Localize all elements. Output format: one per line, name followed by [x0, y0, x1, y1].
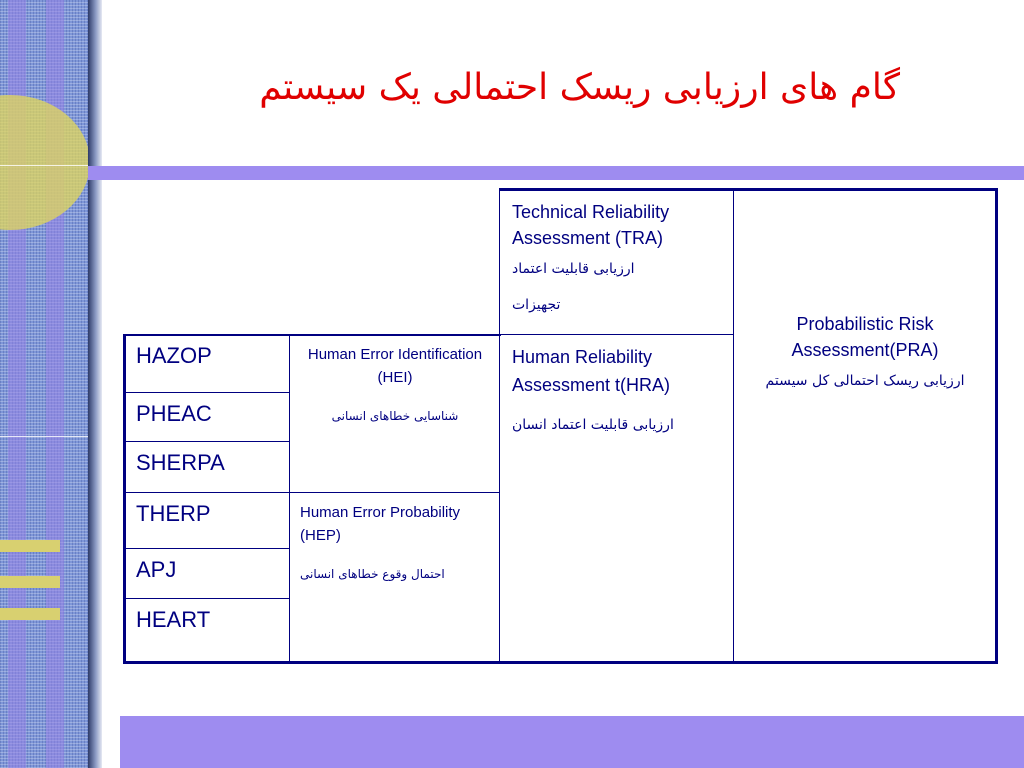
strip-yellow-bar: [0, 540, 60, 552]
tra-persian-line1: ارزیابی قابلیت اعتماد: [512, 261, 635, 277]
technique-apj: APJ: [124, 549, 290, 599]
top-accent-band: [88, 166, 1024, 180]
hra-cell: [500, 335, 734, 662]
slide-title: گام های ارزیابی ریسک احتمالی یک سیستم: [259, 67, 900, 108]
pra-english: Probabilistic Risk Assessment(PRA): [791, 314, 939, 360]
grid-line: [123, 392, 290, 393]
tra-persian-line2: تجهیزات: [512, 297, 561, 313]
tra-english: Technical Reliability Assessment (TRA): [512, 202, 670, 248]
grid-line: [123, 548, 290, 549]
hep-english: Human Error Probability (HEP): [300, 504, 461, 544]
pra-persian: ارزیابی ریسک احتمالی کل سیستم: [765, 373, 965, 389]
grid-line: [289, 334, 290, 663]
strip-shadow: [88, 0, 102, 768]
technique-heart: HEART: [124, 599, 290, 662]
pra-cell: [734, 189, 996, 662]
strip-line: [0, 165, 88, 166]
border-left: [123, 334, 126, 664]
hra-persian: ارزیابی قابلیت اعتماد انسان: [512, 417, 674, 433]
tra-cell: [500, 189, 734, 335]
grid-line: [499, 188, 500, 663]
strip-yellow-bar: [0, 608, 60, 620]
grid-line: [123, 441, 290, 442]
strip-yellow-bar: [0, 576, 60, 588]
hei-cell: [290, 335, 500, 493]
border-bottom: [123, 661, 998, 664]
left-decorative-strip: [0, 0, 88, 768]
technique-hazop: HAZOP: [124, 335, 290, 393]
grid-line: [733, 188, 734, 663]
hra-english: Human Reliability Assessment t(HRA): [512, 347, 671, 395]
hei-english: Human Error Identification (HEI): [307, 346, 483, 386]
border-right: [995, 188, 998, 664]
technique-therp: THERP: [124, 493, 290, 549]
bottom-accent-band: [120, 716, 1024, 768]
grid-line: [123, 598, 290, 599]
hep-cell: [290, 493, 500, 662]
strip-line: [0, 436, 88, 437]
decorative-circle: [0, 95, 88, 230]
technique-sherpa: SHERPA: [124, 442, 290, 493]
hei-persian: شناسایی خطاهای انسانی: [331, 409, 459, 423]
technique-pheac: PHEAC: [124, 393, 290, 442]
hep-persian: احتمال وقوع خطاهای انسانی: [300, 567, 445, 581]
border-top-left: [123, 334, 501, 336]
grid-line: [499, 334, 734, 335]
border-top-right: [499, 188, 998, 191]
grid-line: [123, 492, 500, 493]
